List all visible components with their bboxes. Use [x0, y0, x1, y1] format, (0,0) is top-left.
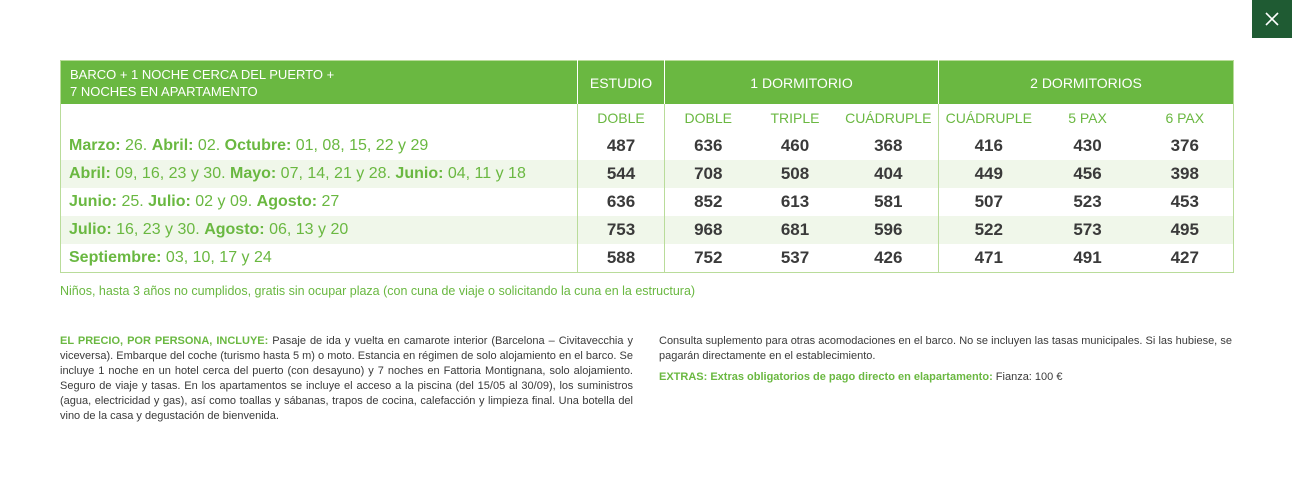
price-cell: 613: [752, 188, 839, 216]
price-cell: 522: [939, 216, 1039, 244]
day-list: 02.: [193, 137, 225, 154]
month-label: Mayo:: [229, 165, 277, 182]
price-cell: 404: [839, 160, 939, 188]
price-cell: 508: [752, 160, 839, 188]
table-row: [61, 216, 1234, 244]
subheader-cell: 6 PAX: [1137, 104, 1234, 132]
price-cell: 852: [665, 188, 752, 216]
subheader-cell: CUÁDRUPLE: [939, 104, 1039, 132]
price-cell: 968: [665, 216, 752, 244]
subheader-cell: DOBLE: [665, 104, 752, 132]
price-cell: 507: [939, 188, 1039, 216]
price-cell: 581: [839, 188, 939, 216]
month-label: Marzo:: [69, 137, 121, 154]
table-title-line-1: BARCO + 1 NOCHE CERCA DEL PUERTO +: [70, 66, 335, 82]
month-label: Junio:: [69, 193, 117, 210]
price-includes: [60, 334, 633, 424]
table-row: [61, 244, 1234, 273]
price-cell: 426: [839, 244, 939, 273]
price-cell: 537: [752, 244, 839, 273]
day-list: 09, 16, 23 y 30.: [110, 165, 230, 182]
month-label: Julio:: [148, 193, 191, 210]
price-cell: 752: [665, 244, 752, 273]
price-cell: 491: [1039, 244, 1137, 273]
price-includes-lead: EL PRECIO, POR PERSONA, INCLUYE:: [60, 335, 269, 347]
extras-lead: EXTRAS: Extras obligatorios de pago directo en elapartamento:: [659, 371, 993, 383]
day-list: 27: [317, 193, 340, 210]
price-cell: 588: [578, 244, 665, 273]
price-cell: 376: [1137, 132, 1234, 160]
consulta-note: Consulta suplemento para otras acomodaciones en el barco. No se incluyen las tasas municipales. Si las hubiese, se pagarán directamente en el establecimiento.: [659, 335, 1232, 362]
day-list: 02 y 09.: [190, 193, 257, 210]
day-list: 25.: [117, 193, 149, 210]
group-header-1-dormitorio: 1 DORMITORIO: [665, 61, 939, 105]
month-label: Junio:: [395, 165, 444, 182]
group-header-estudio: ESTUDIO: [578, 61, 665, 105]
subheader-cell: TRIPLE: [752, 104, 839, 132]
price-cell: 573: [1039, 216, 1137, 244]
subheader-cell: CUÁDRUPLE: [839, 104, 939, 132]
price-cell: 430: [1039, 132, 1137, 160]
price-cell: 544: [578, 160, 665, 188]
table-row: [61, 132, 1234, 160]
price-cell: 636: [578, 188, 665, 216]
day-list: 03, 10, 17 y 24: [161, 249, 272, 266]
price-cell: 471: [939, 244, 1039, 273]
date-cell: [61, 216, 578, 244]
price-cell: 596: [839, 216, 939, 244]
table-title: [61, 61, 578, 105]
subheader-cell: DOBLE: [578, 104, 665, 132]
table-row: [61, 160, 1234, 188]
price-cell: 460: [752, 132, 839, 160]
date-cell: [61, 160, 578, 188]
subheader-cell: 5 PAX: [1039, 104, 1137, 132]
date-cell: [61, 132, 578, 160]
price-cell: 368: [839, 132, 939, 160]
month-label: Agosto:: [256, 193, 318, 210]
month-label: Agosto:: [204, 221, 265, 238]
price-cell: 456: [1039, 160, 1137, 188]
price-cell: 636: [665, 132, 752, 160]
price-table: [60, 60, 1234, 273]
month-label: Abril:: [151, 137, 194, 154]
close-button[interactable]: [1252, 0, 1292, 38]
subheader-row: [61, 104, 1234, 132]
price-cell: 453: [1137, 188, 1234, 216]
day-list: 07, 14, 21 y 28.: [276, 165, 396, 182]
price-cell: 416: [939, 132, 1039, 160]
kids-note: Niños, hasta 3 años no cumplidos, gratis sin ocupar plaza (con cuna de viaje o solicitando la cuna en la estructura): [60, 284, 696, 298]
price-cell: 487: [578, 132, 665, 160]
extras-text: Fianza: 100 €: [992, 371, 1063, 383]
table-row: [61, 188, 1234, 216]
price-cell: 708: [665, 160, 752, 188]
price-cell: 449: [939, 160, 1039, 188]
day-list: 01, 08, 15, 22 y 29: [291, 137, 429, 154]
subheader-empty: [61, 104, 578, 132]
price-cell: 427: [1137, 244, 1234, 273]
close-icon: [1265, 12, 1279, 26]
price-cell: 753: [578, 216, 665, 244]
month-label: Septiembre:: [69, 249, 162, 266]
day-list: 16, 23 y 30.: [111, 221, 205, 238]
month-label: Julio:: [69, 221, 112, 238]
group-header-2-dormitorios: 2 DORMITORIOS: [939, 61, 1234, 105]
price-cell: 523: [1039, 188, 1137, 216]
month-label: Abril:: [69, 165, 111, 182]
price-cell: 495: [1137, 216, 1234, 244]
extras-note: [659, 370, 1232, 385]
table-header-row: [61, 61, 1234, 105]
extra-notes: [659, 334, 1232, 391]
day-list: 26.: [120, 137, 152, 154]
price-includes-text: Pasaje de ida y vuelta en camarote interior (Barcelona – Civitavecchia y viceversa). Embarque del coche (turismo hasta 5 m) o moto. Estancia en régimen de solo alojamiento en el barco. Se incluye 1 noche en un hotel cerca del puerto (con desayuno) y 7 noches en Fattoria Montignana, solo alojamiento. Seguro de viaje y tasas. En los apartamentos se incluye el acceso a la piscina (del 15/05 al 30/09), los suministros (agua, electricidad y gas), así como toallas y sábanas, trapos de cocina, calefacción y limpieza final. Una botella del vino de la casa y degustación de bienvenida.: [60, 335, 633, 422]
date-cell: [61, 244, 578, 273]
month-label: Octubre:: [224, 137, 292, 154]
price-cell: 681: [752, 216, 839, 244]
table-title-line-2: 7 NOCHES EN APARTAMENTO: [70, 83, 258, 99]
day-list: 06, 13 y 20: [264, 221, 349, 238]
day-list: 04, 11 y 18: [443, 165, 526, 182]
price-cell: 398: [1137, 160, 1234, 188]
date-cell: [61, 188, 578, 216]
